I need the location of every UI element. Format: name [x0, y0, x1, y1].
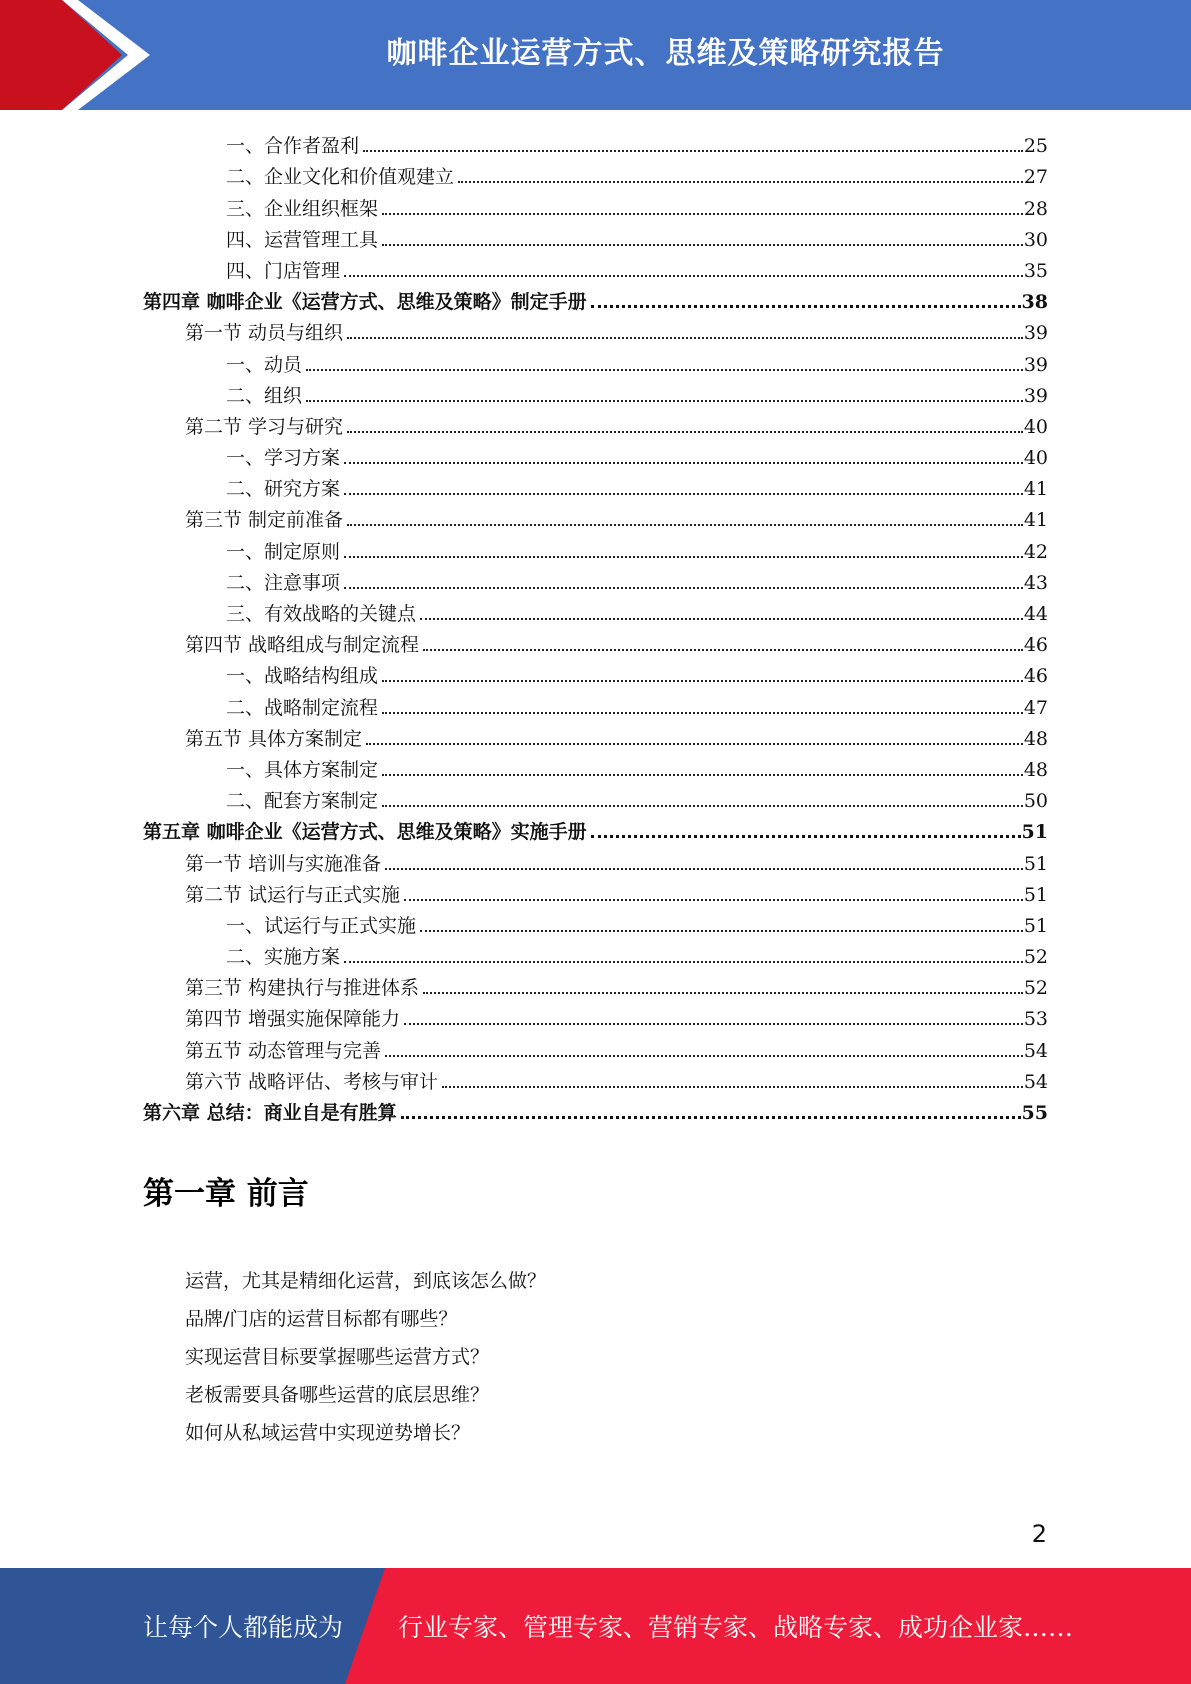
- toc-dot-leader: [423, 992, 1023, 994]
- toc-entry-page: 40: [1023, 415, 1048, 438]
- toc-dot-leader: [591, 835, 1021, 838]
- toc-entry[interactable]: [143, 1001, 1048, 1032]
- toc-entry-page: 39: [1023, 353, 1048, 376]
- toc-dot-leader: [382, 213, 1023, 215]
- toc-entry-page: 52: [1023, 977, 1048, 1000]
- toc-dot-leader: [385, 868, 1023, 870]
- toc-entry[interactable]: [143, 877, 1048, 908]
- toc-entry-title: 四、运营管理工具: [226, 228, 379, 251]
- toc-entry-title: 第六节 战略评估、考核与审计: [185, 1070, 439, 1093]
- toc-dot-leader: [382, 805, 1023, 807]
- toc-dot-leader: [344, 556, 1023, 558]
- toc-entry[interactable]: [143, 1064, 1048, 1095]
- toc-entry[interactable]: [143, 596, 1048, 627]
- question-item: 品牌/门店的运营目标都有哪些？: [185, 1308, 458, 1330]
- toc-entry-page: 54: [1023, 1070, 1048, 1093]
- toc-entry-title: 第二节 学习与研究: [185, 415, 344, 438]
- toc-entry-title: 第五节 动态管理与完善: [185, 1039, 382, 1062]
- toc-dot-leader: [382, 712, 1023, 714]
- toc-entry[interactable]: [143, 845, 1048, 876]
- toc-entry-page: 28: [1023, 197, 1048, 220]
- toc-dot-leader: [420, 618, 1023, 620]
- toc-entry[interactable]: [143, 627, 1048, 658]
- toc-dot-leader: [347, 431, 1023, 433]
- toc-entry-page: 42: [1023, 540, 1048, 563]
- toc-entry-page: 41: [1023, 509, 1048, 532]
- toc-entry[interactable]: [143, 128, 1048, 159]
- toc-dot-leader: [401, 1116, 1021, 1119]
- toc-entry[interactable]: [143, 970, 1048, 1001]
- toc-entry[interactable]: [143, 471, 1048, 502]
- toc-entry[interactable]: [143, 783, 1048, 814]
- toc-entry[interactable]: [143, 502, 1048, 533]
- intro-questions: [185, 1266, 546, 1456]
- toc-entry[interactable]: [143, 253, 1048, 284]
- toc-entry-page: 48: [1023, 758, 1048, 781]
- toc-entry[interactable]: [143, 908, 1048, 939]
- toc-dot-leader: [382, 244, 1023, 246]
- toc-dot-leader: [363, 150, 1023, 152]
- toc-entry-title: 二、实施方案: [226, 946, 341, 969]
- toc-entry-title: 第四章 咖啡企业《运营方式、思维及策略》制定手册: [143, 291, 587, 314]
- toc-entry[interactable]: [143, 1032, 1048, 1063]
- page-footer: [0, 1568, 1191, 1684]
- toc-entry-page: 54: [1023, 1039, 1048, 1062]
- toc-entry-page: 27: [1023, 166, 1048, 189]
- toc-entry-page: 41: [1023, 478, 1048, 501]
- toc-entry-page: 53: [1023, 1008, 1048, 1031]
- toc-dot-leader: [344, 462, 1023, 464]
- toc-entry-page: 39: [1023, 384, 1048, 407]
- toc-dot-leader: [423, 649, 1023, 651]
- toc-entry-page: 43: [1023, 571, 1048, 594]
- toc-entry-page: 25: [1023, 135, 1048, 158]
- toc-entry-title: 三、有效战略的关键点: [226, 603, 417, 625]
- toc-entry-title: 三、企业组织框架: [226, 197, 379, 220]
- toc-entry-page: 48: [1023, 727, 1048, 750]
- toc-entry-title: 第一节 培训与实施准备: [185, 852, 382, 875]
- toc-entry[interactable]: [143, 814, 1048, 845]
- table-of-contents: [143, 128, 1048, 1126]
- toc-entry-page: 46: [1023, 634, 1048, 657]
- toc-entry-title: 一、合作者盈利: [226, 135, 360, 158]
- toc-entry-page: 35: [1023, 259, 1048, 282]
- page-number: 2: [1031, 1520, 1047, 1548]
- toc-entry[interactable]: [143, 565, 1048, 596]
- toc-entry-title: 第五章 咖啡企业《运营方式、思维及策略》实施手册: [143, 821, 587, 844]
- toc-entry-title: 第二节 试运行与正式实施: [185, 883, 401, 906]
- toc-entry-page: 52: [1023, 946, 1048, 969]
- toc-entry-title: 一、动员: [226, 353, 303, 376]
- toc-entry-title: 第五节 具体方案制定: [185, 727, 363, 750]
- question-item: 老板需要具备哪些运营的底层思维？: [185, 1384, 490, 1406]
- toc-entry-title: 第三节 制定前准备: [185, 509, 344, 532]
- toc-dot-leader: [366, 743, 1023, 745]
- toc-dot-leader: [404, 1023, 1023, 1025]
- footer-slogan-right: 行业专家、管理专家、营销专家、战略专家、成功企业家……: [398, 1613, 1074, 1642]
- toc-entry-page: 40: [1023, 447, 1048, 470]
- toc-dot-leader: [344, 493, 1023, 495]
- toc-entry-page: 47: [1023, 696, 1048, 719]
- toc-entry-title: 二、注意事项: [226, 571, 341, 594]
- toc-entry-title: 一、学习方案: [226, 447, 341, 470]
- toc-entry-page: 30: [1023, 228, 1048, 251]
- toc-entry[interactable]: [143, 440, 1048, 471]
- toc-entry[interactable]: [143, 939, 1048, 970]
- toc-entry-title: 第三节 构建执行与推进体系: [185, 977, 420, 1000]
- toc-entry-title: 第一节 动员与组织: [185, 322, 344, 345]
- question-item: 实现运营目标要掌握哪些运营方式？: [185, 1346, 490, 1368]
- toc-entry-title: 二、配套方案制定: [226, 790, 379, 813]
- toc-entry-title: 一、试运行与正式实施: [226, 914, 417, 937]
- toc-entry-page: 44: [1023, 603, 1048, 625]
- page-header: [0, 0, 1191, 110]
- toc-dot-leader: [347, 337, 1023, 339]
- toc-dot-leader: [404, 899, 1023, 901]
- toc-entry[interactable]: [143, 752, 1048, 783]
- toc-entry-title: 四、门店管理: [226, 259, 341, 282]
- toc-entry[interactable]: [143, 222, 1048, 253]
- toc-entry-title: 一、具体方案制定: [226, 758, 379, 781]
- toc-dot-leader: [420, 930, 1023, 932]
- toc-entry-title: 第四节 增强实施保障能力: [185, 1008, 401, 1031]
- toc-entry-title: 第六章 总结：商业自是有胜算: [143, 1102, 397, 1124]
- toc-entry-title: 二、组织: [226, 384, 303, 407]
- toc-entry-page: 51: [1021, 821, 1048, 844]
- toc-entry[interactable]: [143, 658, 1048, 689]
- question-item: 运营，尤其是精细化运营，到底该怎么做？: [185, 1270, 547, 1292]
- header-arrow-decoration: [0, 0, 150, 110]
- toc-entry-page: 51: [1023, 883, 1048, 906]
- toc-dot-leader: [344, 587, 1023, 589]
- toc-entry-title: 二、研究方案: [226, 478, 341, 501]
- toc-entry-page: 46: [1023, 665, 1048, 688]
- toc-dot-leader: [458, 181, 1023, 183]
- toc-entry[interactable]: [143, 346, 1048, 377]
- toc-entry-page: 51: [1023, 852, 1048, 875]
- toc-entry[interactable]: [143, 721, 1048, 752]
- toc-entry[interactable]: [143, 190, 1048, 221]
- toc-entry-page: 38: [1021, 291, 1048, 314]
- toc-entry-title: 第四节 战略组成与制定流程: [185, 634, 420, 657]
- toc-dot-leader: [347, 524, 1023, 526]
- toc-entry[interactable]: [143, 1095, 1048, 1126]
- toc-entry-title: 一、制定原则: [226, 540, 341, 563]
- toc-entry-page: 39: [1023, 322, 1048, 345]
- toc-dot-leader: [591, 305, 1021, 308]
- toc-entry-page: 55: [1021, 1102, 1048, 1124]
- toc-entry-title: 一、战略结构组成: [226, 665, 379, 688]
- toc-entry[interactable]: [143, 409, 1048, 440]
- toc-dot-leader: [344, 275, 1023, 277]
- toc-dot-leader: [382, 680, 1023, 682]
- toc-entry[interactable]: [143, 159, 1048, 190]
- toc-entry-title: 二、战略制定流程: [226, 696, 379, 719]
- toc-entry[interactable]: [143, 378, 1048, 409]
- toc-entry-title: 二、企业文化和价值观建立: [226, 166, 455, 189]
- toc-entry[interactable]: [143, 284, 1048, 315]
- toc-entry[interactable]: [143, 533, 1048, 564]
- toc-entry-page: 50: [1023, 790, 1048, 813]
- toc-dot-leader: [306, 369, 1023, 371]
- footer-slogan-left: 让每个人都能成为: [143, 1613, 344, 1642]
- question-item: 如何从私域运营中实现逆势增长？: [185, 1422, 471, 1444]
- toc-entry[interactable]: [143, 315, 1048, 346]
- toc-dot-leader: [382, 774, 1023, 776]
- report-title: 咖啡企业运营方式、思维及策略研究报告: [386, 36, 945, 71]
- toc-entry[interactable]: [143, 689, 1048, 720]
- toc-entry-page: 51: [1023, 914, 1048, 937]
- toc-dot-leader: [442, 1086, 1023, 1088]
- chapter-heading: 第一章 前言: [143, 1176, 309, 1212]
- toc-dot-leader: [306, 400, 1023, 402]
- toc-dot-leader: [344, 961, 1023, 963]
- toc-dot-leader: [385, 1055, 1023, 1057]
